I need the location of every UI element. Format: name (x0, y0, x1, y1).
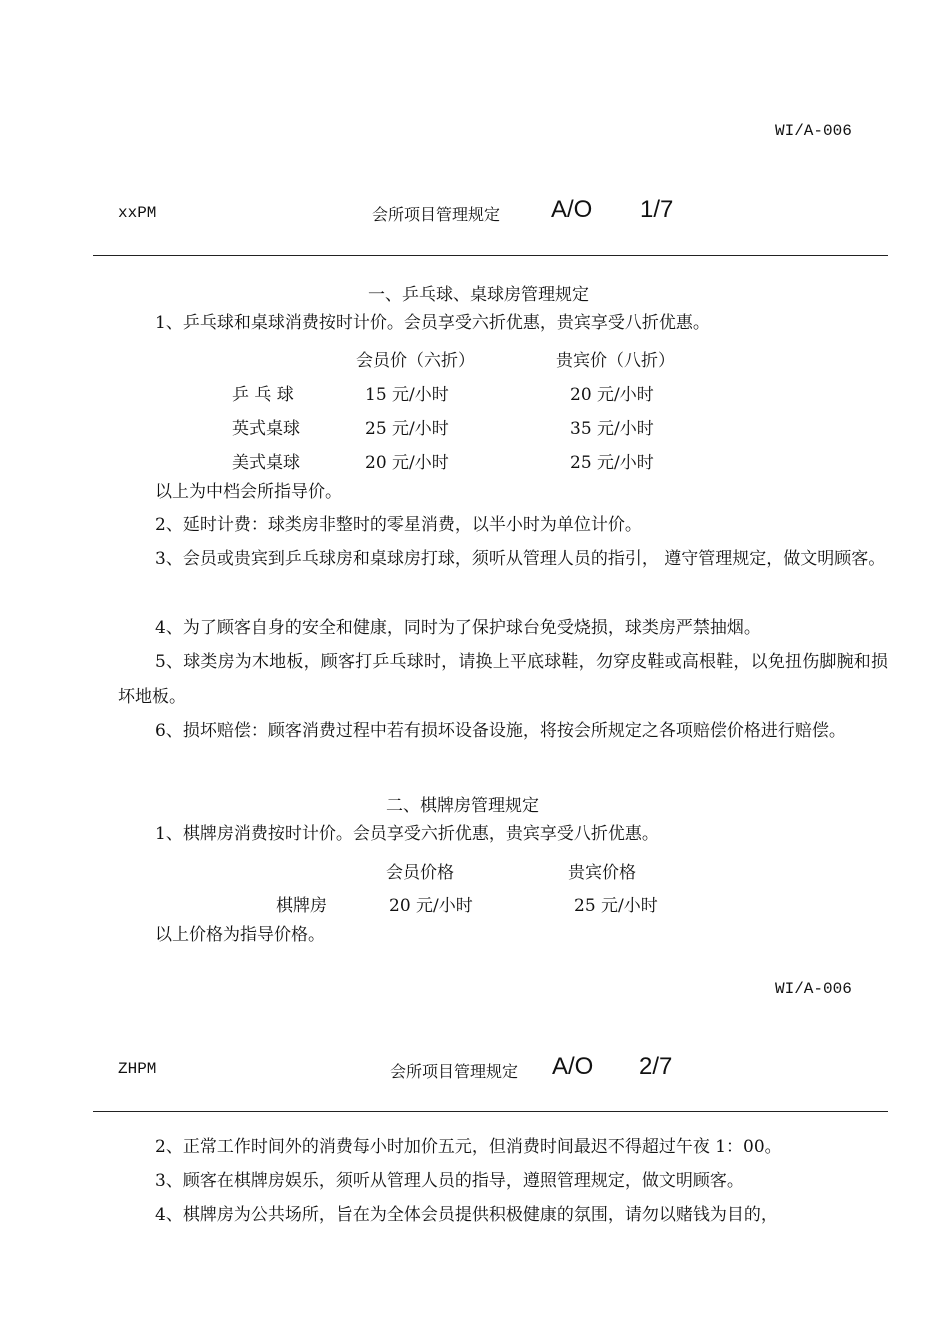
header-title: 会所项目管理规定 (390, 1062, 519, 1081)
column-header-vip: 贵宾价（八折） (556, 351, 675, 371)
header-version: A/O (551, 196, 593, 223)
paragraph: 4、棋牌房为公共场所，旨在为全体会员提供积极健康的氛围，请勿以赌钱为目的， (155, 1205, 778, 1225)
table-row-name: 美式桌球 (232, 453, 300, 473)
table-row-vip-price: 25 元/小时 (570, 453, 654, 473)
header-divider (93, 1111, 888, 1112)
paragraph: 以上为中档会所指导价。 (155, 482, 342, 502)
table-row-vip-price: 25 元/小时 (574, 896, 658, 916)
header-page-number: 2/7 (639, 1053, 673, 1080)
section-title: 一、乒乓球、桌球房管理规定 (368, 285, 589, 305)
table-row-vip-price: 20 元/小时 (570, 385, 654, 405)
header-title: 会所项目管理规定 (372, 205, 501, 224)
paragraph: 1、乒乓球和桌球消费按时计价。会员享受六折优惠，贵宾享受八折优惠。 (155, 313, 710, 333)
paragraph: 2、正常工作时间外的消费每小时加价五元，但消费时间最迟不得超过午夜 1：00。 (155, 1137, 782, 1157)
header-divider (93, 255, 888, 256)
doc-code: WI/A-006 (775, 980, 852, 998)
paragraph: 3、会员或贵宾到乒乓球房和桌球房打球，须听从管理人员的指引， 遵守管理规定，做文明顾客。 (155, 549, 886, 569)
column-header-vip: 贵宾价格 (568, 863, 636, 883)
paragraph: 1、棋牌房消费按时计价。会员享受六折优惠，贵宾享受八折优惠。 (155, 824, 659, 844)
paragraph: 4、为了顾客自身的安全和健康，同时为了保护球台免受烧损，球类房严禁抽烟。 (155, 618, 761, 638)
header-version: A/O (552, 1053, 594, 1080)
table-row-name: 棋牌房 (276, 896, 327, 916)
header-org: ZHPM (118, 1060, 157, 1078)
column-header-member: 会员价格 (386, 863, 454, 883)
paragraph: 3、顾客在棋牌房娱乐，须听从管理人员的指导，遵照管理规定，做文明顾客。 (155, 1171, 744, 1191)
table-row-member-price: 15 元/小时 (365, 385, 449, 405)
paragraph: 2、延时计费：球类房非整时的零星消费，以半小时为单位计价。 (155, 515, 642, 535)
column-header-member: 会员价（六折） (356, 351, 475, 371)
doc-code: WI/A-006 (775, 122, 852, 140)
paragraph: 6、损坏赔偿：顾客消费过程中若有损坏设备设施，将按会所规定之各项赔偿价格进行赔偿。 (155, 721, 846, 741)
table-row-name: 乒 乓 球 (232, 385, 294, 405)
table-row-member-price: 20 元/小时 (365, 453, 449, 473)
header-page-number: 1/7 (640, 196, 674, 223)
section-title: 二、棋牌房管理规定 (386, 796, 539, 816)
table-row-vip-price: 35 元/小时 (570, 419, 654, 439)
table-row-member-price: 20 元/小时 (389, 896, 473, 916)
table-row-name: 英式桌球 (232, 419, 300, 439)
header-org: xxPM (118, 204, 157, 222)
table-row-member-price: 25 元/小时 (365, 419, 449, 439)
paragraph: 以上价格为指导价格。 (155, 925, 325, 945)
paragraph: 5、球类房为木地板，顾客打乒乓球时，请换上平底球鞋，勿穿皮鞋或高根鞋，以免扭伤脚腕和损坏地板。 (118, 652, 888, 707)
